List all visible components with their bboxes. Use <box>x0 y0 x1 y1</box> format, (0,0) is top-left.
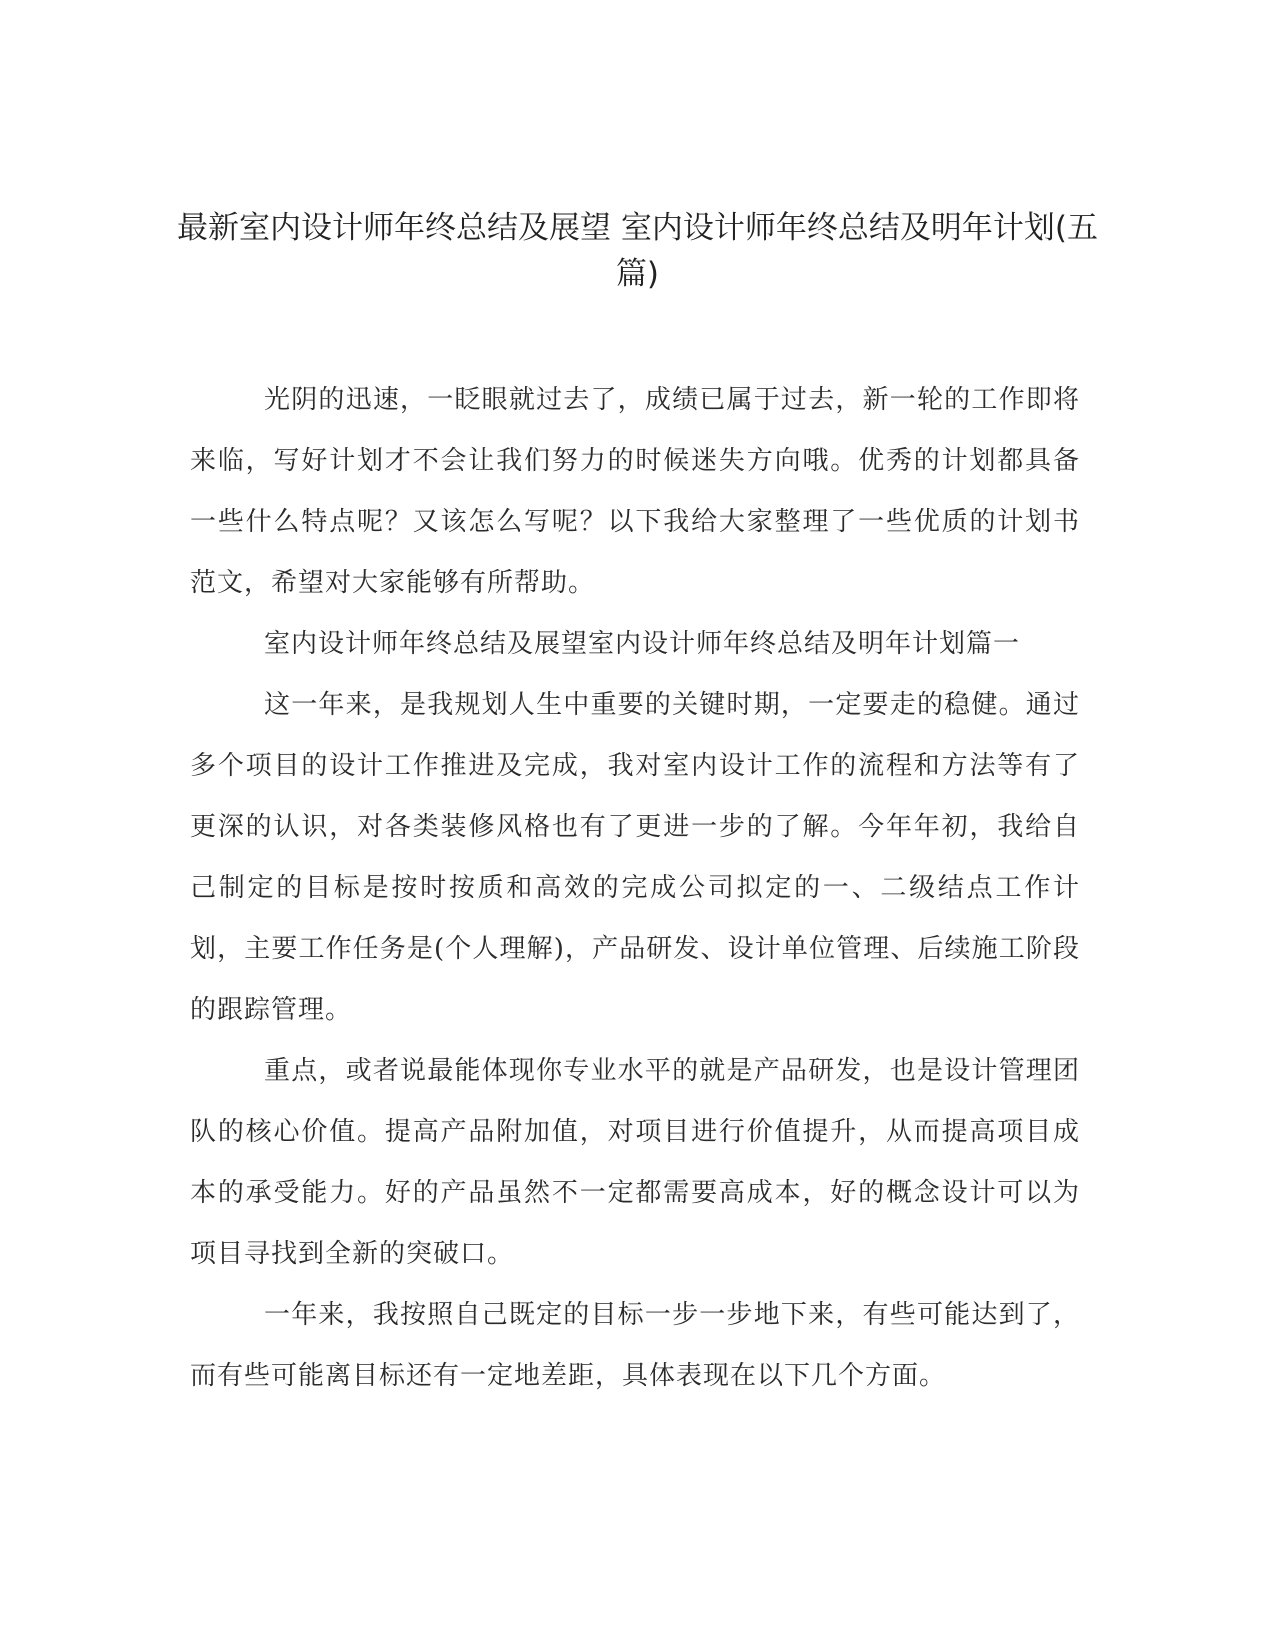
paragraph-intro: 光阴的迅速，一眨眼就过去了，成绩已属于过去，新一轮的工作即将来临，写好计划才不会让我们努力的时候迷失方向哦。优秀的计划都具备一些什么特点呢？又该怎么写呢？以下我给大家整理了一些优质的计划书范文，希望对大家能够有所帮助。 <box>190 385 1080 598</box>
paragraph-goals: 一年来，我按照自己既定的目标一步一步地下来，有些可能达到了，而有些可能离目标还有一定地差距，具体表现在以下几个方面。 <box>190 1300 1080 1391</box>
paragraph-section-heading: 室内设计师年终总结及展望室内设计师年终总结及明年计划篇一 <box>264 629 1021 659</box>
paragraph-year-review: 这一年来，是我规划人生中重要的关键时期，一定要走的稳健。通过多个项目的设计工作推进及完成，我对室内设计工作的流程和方法等有了更深的认识，对各类装修风格也有了更进一步的了解。今年年初，我给自己制定的目标是按时按质和高效的完成公司拟定的一、二级结点工作计划，主要工作任务是(个人理解)，产品研发、设计单位管理、后续施工阶段的跟踪管理。 <box>190 690 1080 1025</box>
document-body <box>190 370 1080 1407</box>
document-title: 最新室内设计师年终总结及展望 室内设计师年终总结及明年计划(五篇) <box>177 210 1098 292</box>
paragraph-product-development: 重点，或者说最能体现你专业水平的就是产品研发，也是设计管理团队的核心价值。提高产品附加值，对项目进行价值提升，从而提高项目成本的承受能力。好的产品虽然不一定都需要高成本，好的概念设计可以为项目寻找到全新的突破口。 <box>190 1056 1080 1269</box>
